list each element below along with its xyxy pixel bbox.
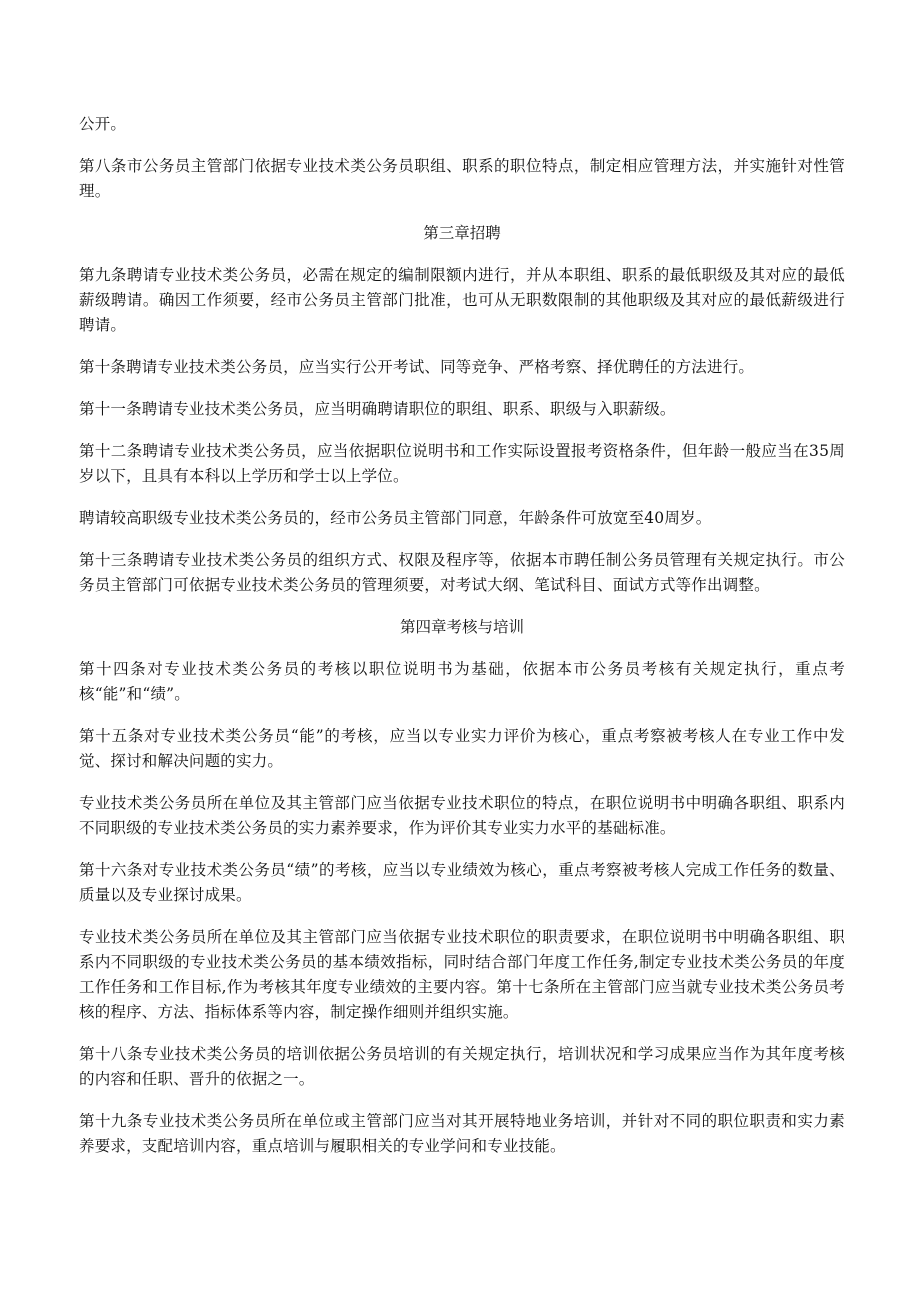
paragraph: 第十二条聘请专业技术类公务员，应当依据职位说明书和工作实际设置报考资格条件，但年龄一般应当在35周岁以下，且具有本科以上学历和学士以上学位。: [79, 442, 845, 485]
document-page: [79, 112, 845, 1176]
paragraph: 第九条聘请专业技术类公务员，必需在规定的编制限额内进行，并从本职组、职系的最低职级及其对应的最低薪级聘请。确因工作须要，经市公务员主管部门批准，也可从无职数限制的其他职级及其对应的最低薪级进行聘请。: [79, 266, 845, 334]
paragraph: 专业技术类公务员所在单位及其主管部门应当依据专业技术职位的特点，在职位说明书中明确各职组、职系内不同职级的专业技术类公务员的实力素养要求，作为评价其专业实力水平的基础标准。: [79, 794, 845, 837]
paragraph: 聘请较高职级专业技术类公务员的，经市公务员主管部门同意，年龄条件可放宽至40周岁。: [79, 509, 712, 527]
paragraph: 第十九条专业技术类公务员所在单位或主管部门应当对其开展特地业务培训，并针对不同的职位职责和实力素养要求，支配培训内容，重点培训与履职相关的专业学问和专业技能。: [79, 1112, 845, 1155]
chapter-heading: 第三章招聘: [423, 224, 501, 242]
chapter-heading: 第四章考核与培训: [399, 618, 524, 636]
paragraph: 第十三条聘请专业技术类公务员的组织方式、权限及程序等，依据本市聘任制公务员管理有关规定执行。市公务员主管部门可依据专业技术类公务员的管理须要，对考试大纲、笔试科目、面试方式等作出调整。: [79, 551, 845, 594]
paragraph: 第十八条专业技术类公务员的培训依据公务员培训的有关规定执行，培训状况和学习成果应当作为其年度考核的内容和任职、晋升的依据之一。: [79, 1045, 845, 1088]
paragraph: 第十五条对专业技术类公务员“能”的考核，应当以专业实力评价为核心，重点考察被考核人在专业工作中发觉、探讨和解决问题的实力。: [79, 727, 845, 770]
paragraph: 第十一条聘请专业技术类公务员，应当明确聘请职位的职组、职系、职级与入职薪级。: [79, 400, 676, 418]
paragraph: 第十条聘请专业技术类公务员，应当实行公开考试、同等竞争、严格考察、择优聘任的方法进行。: [79, 358, 755, 376]
paragraph: 公开。: [79, 115, 127, 133]
paragraph: 第八条市公务员主管部门依据专业技术类公务员职组、职系的职位特点，制定相应管理方法，并实施针对性管理。: [79, 157, 845, 200]
paragraph: 第十六条对专业技术类公务员“绩”的考核，应当以专业绩效为核心，重点考察被考核人完成工作任务的数量、质量以及专业探讨成果。: [79, 861, 845, 904]
paragraph: 第十四条对专业技术类公务员的考核以职位说明书为基础，依据本市公务员考核有关规定执行，重点考核“能”和“绩”。: [79, 660, 845, 703]
paragraph: 专业技术类公务员所在单位及其主管部门应当依据专业技术职位的职责要求，在职位说明书中明确各职组、职系内不同职级的专业技术类公务员的基本绩效指标，同时结合部门年度工作任务,制定专业技术类公务员的年度工作任务和工作目标,作为考核其年度专业绩效的主要内容。第十七条所在主管部门应当就专业技术类公务员考核的程序、方法、指标体系等内容，制定操作细则并组织实施。: [79, 928, 845, 1021]
